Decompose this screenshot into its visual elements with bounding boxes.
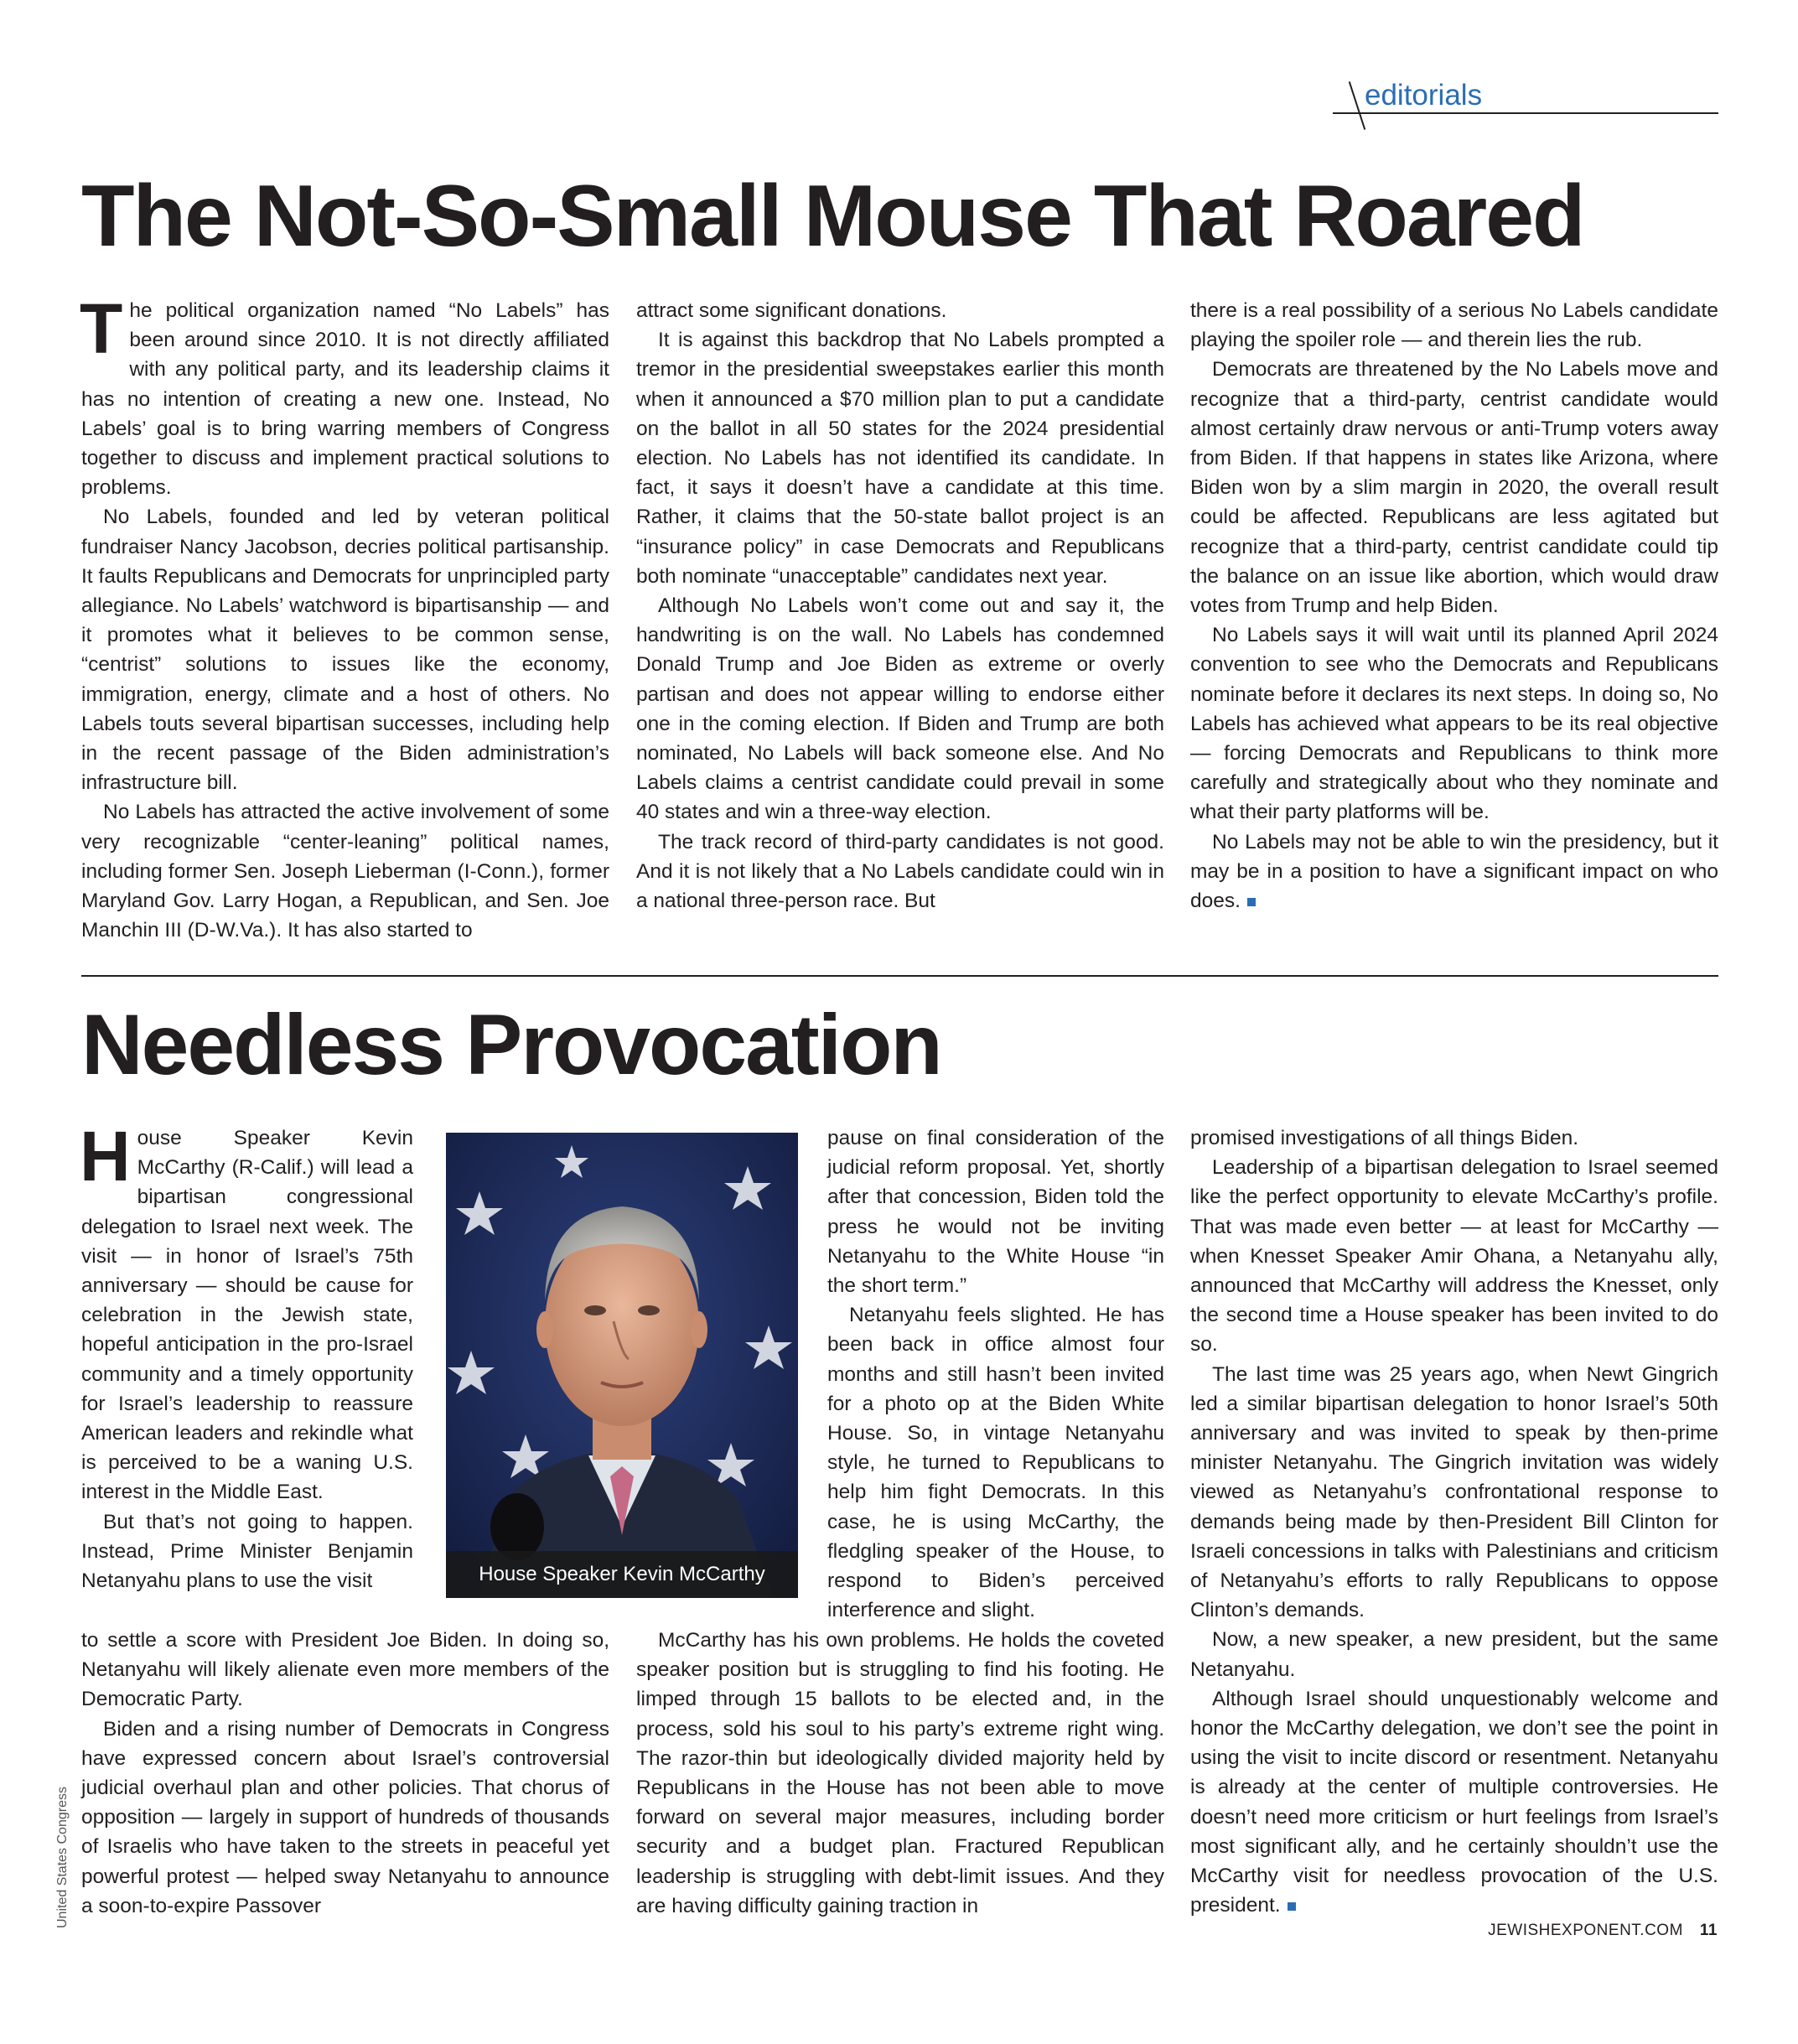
- paragraph: The last time was 25 years ago, when Newt Gingrich led a similar bipartisan delegation to honor Israel’s 50th anniversary and was invited to speak by then-prime minister Netanyahu. The Gingrich invitation was widely viewed as Netanyahu’s confrontational response to demands being made by then-President Bill Clinton for Israeli concessions in talks with Palestinians and criticism of Netanyahu’s efforts to rally Republicans to oppose Clinton’s demands.: [1190, 1362, 1718, 1622]
- section-header: [1333, 77, 1718, 136]
- paragraph: Leadership of a bipartisan delegation to Israel seemed like the perfect opportunity to elevate McCarthy’s profile. That was made even better — at least for McCarthy — when Knesset Speaker Amir Ohana, a Netanyahu ally, announced that McCarthy will address the Knesset, only the second time a House speaker has been invited to do so.: [1190, 1156, 1718, 1357]
- paragraph: The track record of third-party candidates is not good. And it is not likely that a No Labels candidate could win in a national three-person race. But: [636, 830, 1164, 913]
- footer-site: JEWISHEXPONENT.COM: [1488, 1922, 1683, 1939]
- paragraph: It is against this backdrop that No Labels prompted a tremor in the presidential sweepstakes earlier this month when it announced a $70 million plan to put a candidate on the ballot in all 50 states for the 2024 presidential election. No Labels has not identified its candidate. In fact, it says it doesn’t have a candidate at this time. Rather, it claims that the 50-state ballot project is an “insurance policy” in case Democrats and Republicans both nominate “unacceptable” candidates next year.: [636, 329, 1164, 588]
- paragraph: Democrats are threatened by the No Labels move and recognize that a third-party, centrist candidate would almost certainly draw nervous or anti-Trump voters away from Biden. If that happens in states like Arizona, where Biden won by a slim margin in 2020, the overall result could be affected. Republicans are less agitated but recognize that a third-party, centrist candidate could tip the balance on an issue like abortion, which would draw votes from Trump and help Biden.: [1190, 358, 1718, 618]
- paragraph: Although No Labels won’t come out and say it, the handwriting is on the wall. No Labels has condemned Donald Trump and Joe Biden as extreme or overly partisan and does not appear willing to endorse either one in the coming election. If Biden and Trump are both nominated, No Labels will back someone else. And No Labels claims a centrist candidate could prevail in some 40 states and win a three-way election.: [636, 594, 1164, 824]
- paragraph: The political organization named “No Labels” has been around since 2010. It is not directly affiliated with any political party, and its leadership claims it has no intention of creating a new one. Instead, No Labels’ goal is to bring warring members of Congress together to discuss and implement practical solutions to problems.: [80, 289, 609, 500]
- section-label: editorials: [1365, 79, 1483, 112]
- paragraph: there is a real possibility of a serious No Labels candidate playing the spoiler role — and therein lies the rub.: [1190, 299, 1718, 352]
- paragraph: Now, a new speaker, a new president, but the same Netanyahu.: [1190, 1628, 1718, 1681]
- paragraph: No Labels says it will wait until its planned April 2024 convention to see who the Democrats and Republicans nominate before it declares its next steps. In doing so, No Labels has achieved what appears to be its real objective — forcing Democrats and Republicans to think more carefully and strategically about who they nominate and what their party platforms will be.: [1190, 624, 1718, 824]
- paragraph: promised investigations of all things Biden.: [1190, 1127, 1579, 1149]
- article1-column-3: [1190, 296, 1718, 916]
- paragraph: No Labels may not be able to win the presidency, but it may be in a position to have a significant impact on who does.: [1190, 830, 1718, 913]
- paragraph: No Labels, founded and led by veteran political fundraiser Nancy Jacobson, decries political partisanship. It faults Republicans and Democrats for unprincipled party allegiance. No Labels’ watchword is bipartisanship — and it promotes what it believes to be common sense, “centrist” solutions to issues like the economy, immigration, energy, climate and a host of others. No Labels touts several bipartisan successes, including help in the recent passage of the Biden administration’s infrastructure bill.: [81, 506, 609, 795]
- mccarthy-photo: [446, 1133, 798, 1598]
- paragraph: No Labels has attracted the active involvement of some very recognizable “center-leaning” political names, including former Sen. Joseph Lieberman (I-Conn.), former Maryland Gov. Larry Hogan, a Republican, and Sen. Joe Manchin III (D-W.Va.). It has also started to: [81, 801, 609, 942]
- article2-column-3: [1190, 1123, 1718, 1920]
- article2-column-2-wide: [636, 1626, 1164, 1921]
- page-number: 11: [1699, 1922, 1718, 1939]
- drop-cap: H: [80, 1117, 131, 1196]
- paragraph: attract some significant donations.: [636, 299, 947, 322]
- paragraph: Netanyahu feels slighted. He has been back in office almost four months and still hasn’t been invited for a photo op at the Biden White House. So, in vintage Netanyahu style, he turned to Republicans to help him fight Democrats. In this case, he is using McCarthy, the fledgling speaker of the House, to respond to Biden’s perceived interference and slight.: [827, 1304, 1164, 1622]
- portrait-image: [446, 1133, 798, 1598]
- article1-column-2: [636, 296, 1164, 916]
- paragraph: House Speaker Kevin McCarthy (R-Calif.) will lead a bipartisan congressional delegation to Israel next week. The visit — in honor of Israel’s 75th anniversary — should be cause for celebration in the Jewish state, hopeful anticipation in the pro-Israel community and a timely opportunity for Israel’s leadership to reassure American leaders and rekindle what is perceived to be a waning U.S. interest in the Middle East.: [80, 1117, 413, 1504]
- drop-cap: T: [80, 289, 123, 368]
- photo-credit: United States Congress: [55, 1787, 70, 1928]
- paragraph: Although Israel should unquestionably welcome and honor the McCarthy delegation, we don’t see the point in using the visit to incite discord or resentment. Netanyahu is already at the center of multiple controversies. He doesn’t need more criticism or hurt feelings from Israel’s most significant ally, and he certainly shouldn’t use the McCarthy visit for needless provocation of the U.S. president.: [1190, 1687, 1718, 1917]
- article-divider: [81, 975, 1718, 977]
- article2-column-2-narrow: [827, 1123, 1164, 1625]
- paragraph: McCarthy has his own problems. He holds the coveted speaker position but is struggling to find his footing. He limped through 15 ballots to be elected and, in the process, sold his soul to his party’s extreme right wing. The razor-thin but ideologically divided majority held by Republicans in the House has not been able to move forward on several major measures, including border security and a budget plan. Fractured Republican leadership is struggling with debt-limit issues. And they are having difficulty gaining traction in: [636, 1629, 1164, 1917]
- article2-column-1-narrow: [80, 1117, 413, 1595]
- article1-column-1: [80, 289, 609, 945]
- section-slash: [1349, 81, 1365, 130]
- paragraph: Biden and a rising number of Democrats in Congress have expressed concern about Israel’s controversial judicial overhaul plan and other policies. That chorus of opposition — largely in support of hundreds of thousands of Israelis who have taken to the streets in peaceful yet powerful protest — helped sway Netanyahu to announce a soon-to-expire Passover: [81, 1717, 609, 1917]
- section-rule: [1333, 112, 1718, 114]
- page-footer: [1488, 1922, 1718, 1940]
- paragraph: But that’s not going to happen. Instead, Prime Minister Benjamin Netanyahu plans to use the visit: [81, 1510, 413, 1593]
- paragraph: pause on final consideration of the judicial reform proposal. Yet, shortly after that concession, Biden told the press he would not be inviting Netanyahu to the White House “in the short term.”: [827, 1127, 1164, 1298]
- article1-headline: The Not-So-Small Mouse That Roared: [81, 168, 1584, 265]
- end-mark-icon: [1247, 898, 1256, 906]
- end-mark-icon: [1288, 1902, 1296, 1911]
- paragraph: to settle a score with President Joe Biden. In doing so, Netanyahu will likely alienate even more members of the Democratic Party.: [81, 1629, 609, 1711]
- article2-column-1-wide: [81, 1626, 609, 1921]
- photo-caption: House Speaker Kevin McCarthy: [446, 1551, 798, 1598]
- article2-headline: Needless Provocation: [81, 997, 941, 1092]
